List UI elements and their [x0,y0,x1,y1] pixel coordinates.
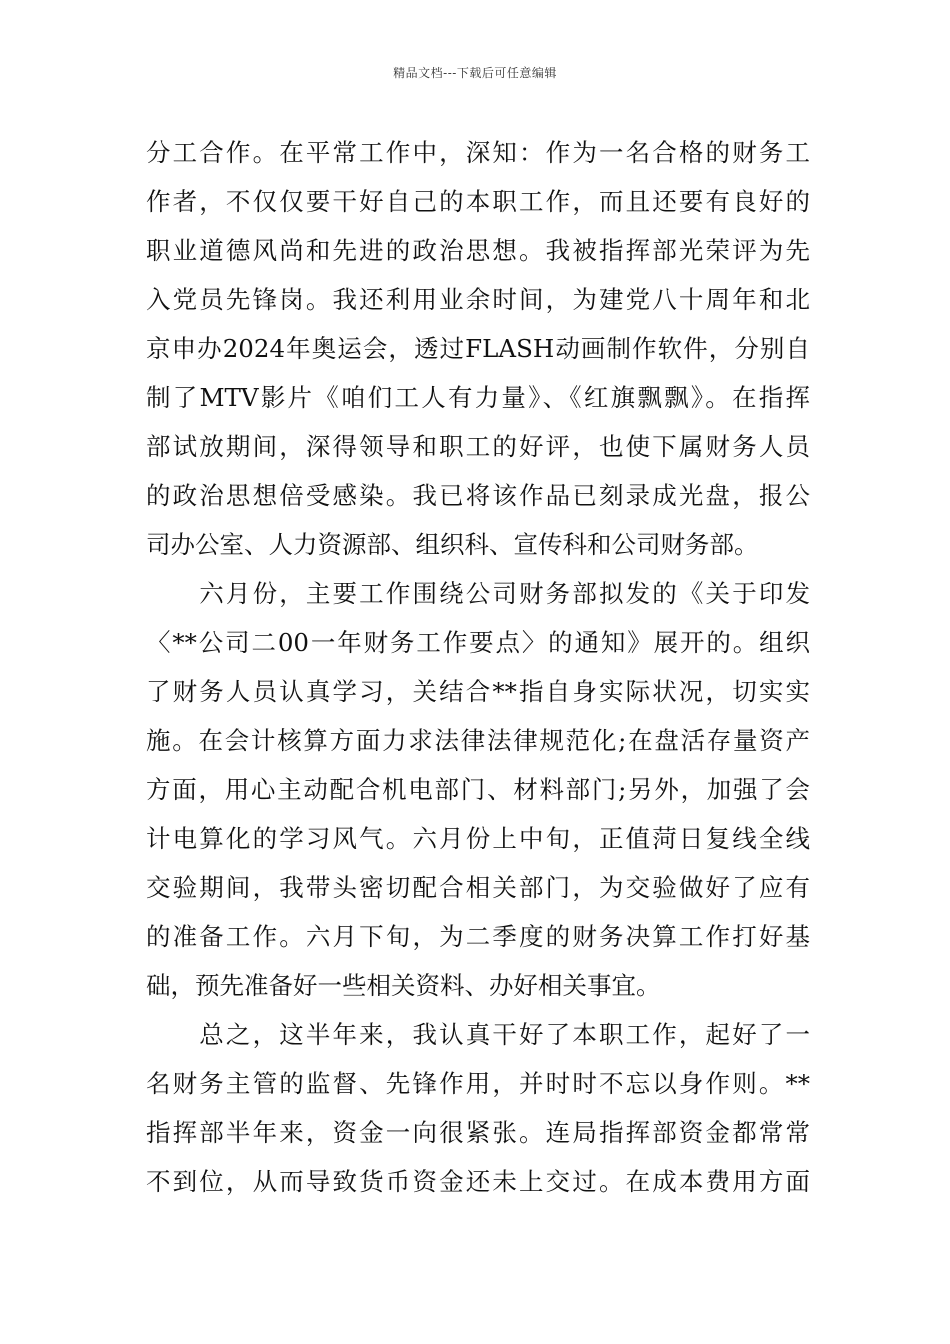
text-line: 交验期间，我带头密切配合相关部门，为交验做好了应有 [146,873,810,902]
text-line: 作者，不仅仅要干好自己的本职工作，而且还要有良好的 [146,187,810,216]
text-line: 〈**公司二00一年财务工作要点〉的通知》展开的。组织 [146,628,810,657]
paragraph-2 [146,569,810,1010]
paragraph-1 [146,128,810,569]
text-line: 指挥部半年来，资金一向很紧张。连局指挥部资金都常常 [146,1118,810,1147]
text-line: 分工合作。在平常工作中，深知：作为一名合格的财务工 [146,138,810,167]
text-line: 京申办2024年奥运会，透过FLASH动画制作软件，分别自 [146,334,810,363]
paragraph-3 [146,1010,810,1206]
text-line: 制了MTV影片《咱们工人有力量》、《红旗飘飘》。在指挥 [146,383,810,412]
text-line: 职业道德风尚和先进的政治思想。我被指挥部光荣评为先 [146,236,810,265]
text-line: 的准备工作。六月下旬，为二季度的财务决算工作打好基 [146,922,810,951]
text-line: 不到位，从而导致货币资金还未上交过。在成本费用方面 [146,1167,810,1196]
page-header: 精品文档---下载后可任意编辑 [393,66,557,80]
text-line: 司办公室、人力资源部、组织科、宣传科和公司财务部。 [146,530,759,559]
text-line: 了财务人员认真学习，关结合**指自身实际状况，切实实 [146,677,810,706]
text-line: 总之，这半年来，我认真干好了本职工作，起好了一 [146,1020,810,1049]
text-line: 部试放期间，深得领导和职工的好评，也使下属财务人员 [146,432,810,461]
text-line: 础，预先准备好一些相关资料、办好相关事宜。 [146,971,661,1000]
text-line: 六月份，主要工作围绕公司财务部拟发的《关于印发 [146,579,810,608]
text-line: 施。在会计核算方面力求法律法律规范化;在盘活存量资产 [146,726,810,755]
text-line: 计电算化的学习风气。六月份上中旬，正值菏日复线全线 [146,824,810,853]
text-line: 入党员先锋岗。我还利用业余时间，为建党八十周年和北 [146,285,810,314]
text-line: 的政治思想倍受感染。我已将该作品已刻录成光盘，报公 [146,481,810,510]
text-line: 方面，用心主动配合机电部门、材料部门;另外，加强了会 [146,775,810,804]
document-body [146,128,810,1206]
text-line: 名财务主管的监督、先锋作用，并时时不忘以身作则。** [146,1069,810,1098]
